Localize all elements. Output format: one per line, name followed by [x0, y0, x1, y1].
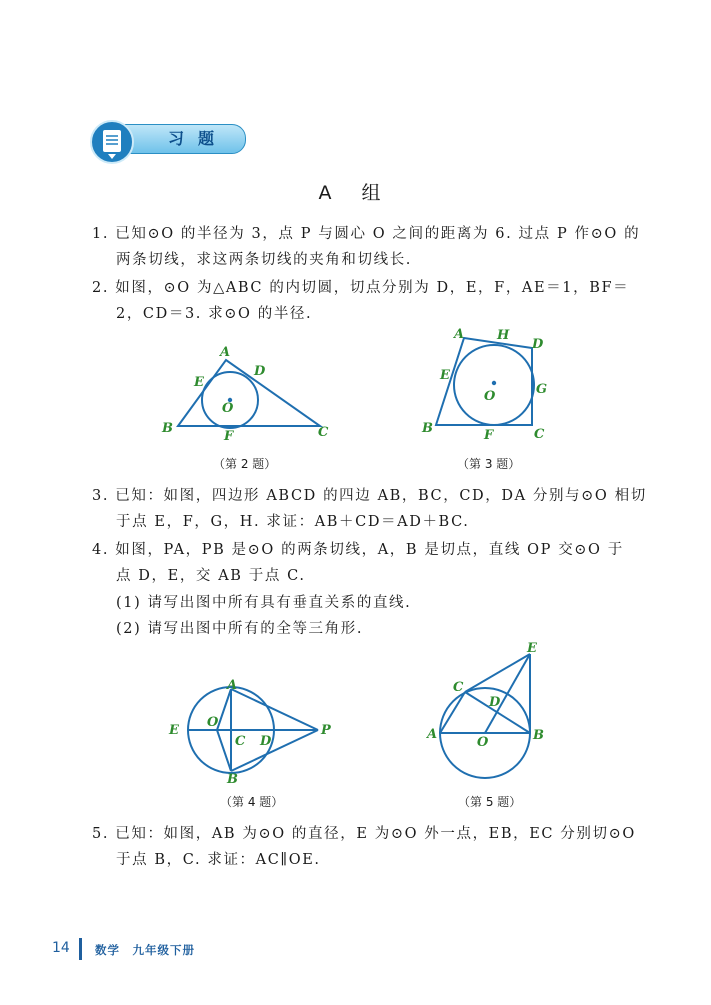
fig2-label-d: D	[254, 364, 266, 379]
problem-4-sub-2: (2) 请写出图中所有的全等三角形.	[116, 621, 364, 637]
fig4-label-e: E	[169, 723, 179, 738]
fig3-quadrilateral	[436, 338, 532, 425]
figure-3	[420, 326, 560, 446]
fig2-label-c: C	[318, 425, 329, 440]
book-title: 数学 九年级下册	[95, 943, 195, 957]
fig3-label-h: H	[497, 328, 510, 343]
problem-4-line-1: 4. 如图，PA，PB 是⊙O 的两条切线，A，B 是切点，直线 OP 交⊙O 于	[92, 542, 624, 558]
notebook-icon	[90, 120, 134, 164]
section-badge	[90, 120, 245, 158]
fig5-label-e: E	[527, 641, 537, 656]
fig4-label-p: P	[321, 723, 331, 738]
footer-divider	[79, 938, 82, 960]
problem-5-line-1: 5. 已知：如图，AB 为⊙O 的直径，E 为⊙O 外一点，EB，EC 分别切⊙O	[92, 826, 636, 842]
fig2-triangle	[178, 360, 320, 426]
fig4-label-b: B	[227, 772, 238, 785]
fig3-label-f: F	[484, 428, 494, 443]
problem-3-line-2: 于点 E，F，G，H. 求证：AB＋CD＝AD＋BC.	[116, 514, 470, 530]
problem-2-line-1: 2. 如图，⊙O 为△ABC 的内切圆，切点分别为 D，E，F，AE＝1，BF＝	[92, 280, 630, 296]
figure-4-caption: （第 4 题）	[220, 795, 284, 809]
page-number: 14	[52, 940, 70, 956]
problem-5-line-2: 于点 B，C. 求证：AC∥OE.	[116, 852, 321, 868]
problem-2-line-2: 2，CD＝3. 求⊙O 的半径.	[116, 306, 313, 322]
problem-1-line-1: 1. 已知⊙O 的半径为 3，点 P 与圆心 O 之间的距离为 6. 过点 P 作⊙O 的	[92, 226, 641, 242]
fig3-label-d: D	[532, 337, 544, 352]
problem-3-line-1: 3. 已知：如图，四边形 ABCD 的四边 AB，BC，CD，DA 分别与⊙O 相切	[92, 488, 647, 504]
section-title: A 组	[318, 182, 393, 204]
fig5-label-d: D	[489, 695, 501, 710]
fig4-label-d: D	[260, 734, 272, 749]
fig5-chord-ac	[440, 692, 465, 733]
fig3-center	[492, 381, 496, 385]
fig2-label-e: E	[194, 375, 204, 390]
figure-4	[165, 675, 345, 785]
figure-5	[425, 640, 555, 785]
problem-4-sub-1: (1) 请写出图中所有具有垂直关系的直线.	[116, 595, 412, 611]
fig2-label-f: F	[224, 429, 234, 444]
fig2-label-a: A	[220, 345, 231, 360]
fig3-label-o: O	[484, 389, 496, 404]
fig3-label-b: B	[422, 421, 433, 436]
fig5-label-o: O	[477, 735, 489, 750]
fig3-label-e: E	[440, 368, 450, 383]
fig5-line-oe	[485, 654, 530, 733]
fig4-label-c: C	[235, 734, 246, 749]
problem-4-line-2: 点 D，E，交 AB 于点 C.	[116, 568, 306, 584]
fig5-label-b: B	[533, 728, 544, 743]
fig3-label-c: C	[534, 427, 545, 442]
fig3-label-g: G	[536, 382, 548, 397]
fig4-label-a: A	[227, 678, 238, 693]
problem-1-line-2: 两条切线，求这两条切线的夹角和切线长.	[116, 252, 413, 268]
figure-2	[160, 340, 340, 450]
figure-5-caption: （第 5 题）	[458, 795, 522, 809]
fig4-radius-ob	[217, 730, 231, 771]
fig2-label-o: O	[222, 401, 234, 416]
fig4-label-o: O	[207, 715, 219, 730]
figure-3-caption: （第 3 题）	[457, 457, 521, 471]
badge-title: 习题	[168, 129, 229, 148]
fig3-label-a: A	[454, 327, 465, 342]
fig2-label-b: B	[162, 421, 173, 436]
fig4-radius-oa	[217, 689, 231, 730]
figure-2-caption: （第 2 题）	[213, 457, 277, 471]
fig5-label-c: C	[453, 680, 464, 695]
fig5-label-a: A	[427, 727, 438, 742]
